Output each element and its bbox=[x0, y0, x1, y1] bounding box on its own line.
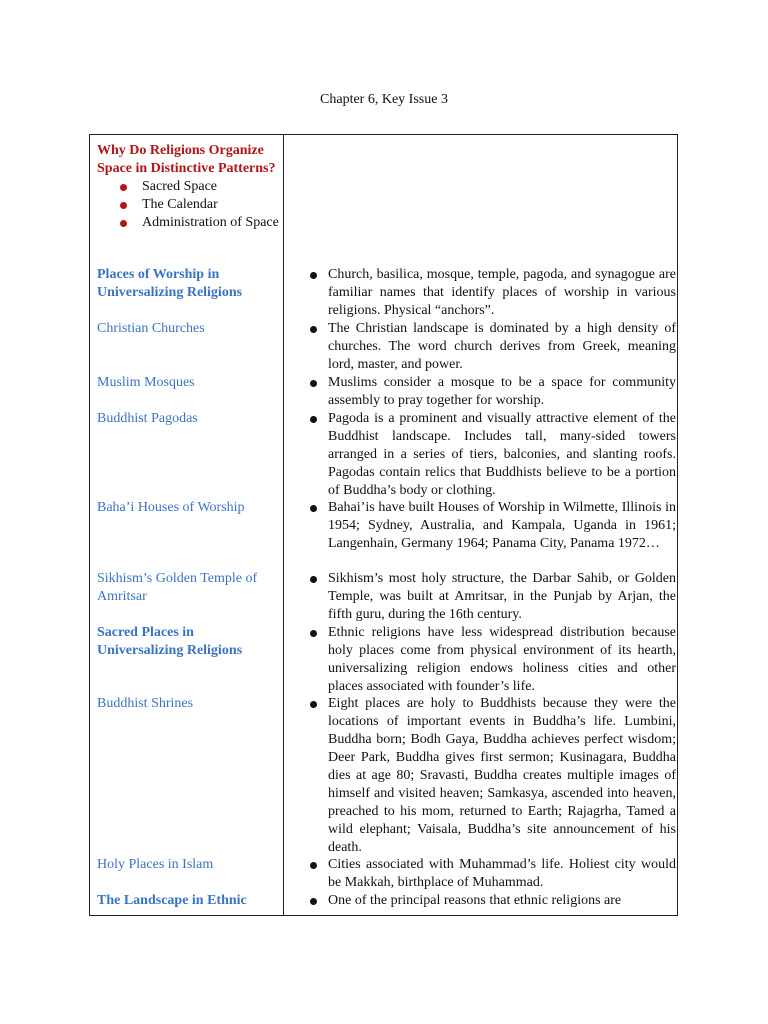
row-label-bold: The Landscape in Ethnic bbox=[97, 893, 247, 908]
bullet-icon bbox=[310, 862, 317, 869]
page-title: Chapter 6, Key Issue 3 bbox=[320, 92, 448, 107]
intro-cell bbox=[97, 142, 279, 232]
row-text: Eight places are holy to Buddhists because they were the locations of important events in Buddha’s life. Lumbini, Buddha born; Bodh Gaya, Buddha achieves perfect wisdom; Deer Park, Buddha gives first sermon; Kusinagara, Buddha dies at age 80; Sravasti, Buddha creates multiple images of himself and visited heaven; Samkasya, ascended into heaven, preached to his mom, returned to Earth; Rajagrha, Tamed a wild elephant; Vaisala, Buddha’s site announcement of his death. bbox=[290, 695, 676, 857]
row-label: Baha’i Houses of Worship bbox=[97, 500, 245, 515]
intro-item: Administration of Space bbox=[97, 214, 279, 232]
bullet-icon bbox=[310, 416, 317, 423]
row-label-bold: Sacred Places in Universalizing Religions bbox=[97, 625, 243, 658]
row-label: Buddhist Pagodas bbox=[97, 411, 198, 426]
row-label-bold: Places of Worship in Universalizing Religions bbox=[97, 267, 243, 300]
intro-heading: Why Do Religions Organize Space in Distinctive Patterns? bbox=[97, 143, 276, 176]
row-text: Muslims consider a mosque to be a space for community assembly to pray together for worship. bbox=[290, 374, 676, 410]
bullet-icon bbox=[120, 202, 127, 209]
row-text: The Christian landscape is dominated by a high density of churches. The word church derives from Greek, meaning lord, master, and power. bbox=[290, 320, 676, 374]
row-label: Christian Churches bbox=[97, 321, 205, 336]
bullet-icon bbox=[310, 898, 317, 905]
bullet-icon bbox=[310, 701, 317, 708]
row-text: Bahai’is have built Houses of Worship in Wilmette, Illinois in 1954; Sydney, Australia, and Kampala, Uganda in 1961; Langenhain, Germany 1964; Panama City, Panama 1972… bbox=[290, 499, 676, 553]
bullet-icon bbox=[310, 576, 317, 583]
bullet-icon bbox=[310, 326, 317, 333]
row-label: Muslim Mosques bbox=[97, 375, 195, 390]
row-text: Ethnic religions have less widespread distribution because holy places come from physical environment of its hearth, universalizing religion endows holiness cities and other places associated with founder’s life. bbox=[290, 624, 676, 696]
notes-table bbox=[89, 134, 678, 916]
row-text: Cities associated with Muhammad’s life. Holiest city would be Makkah, birthplace of Muhammad. bbox=[290, 856, 676, 892]
intro-item: Sacred Space bbox=[97, 178, 279, 196]
bullet-icon bbox=[310, 272, 317, 279]
intro-list bbox=[97, 178, 279, 232]
row-label: Buddhist Shrines bbox=[97, 696, 194, 711]
row-label: Holy Places in Islam bbox=[97, 857, 214, 872]
row-text: Sikhism’s most holy structure, the Darbar Sahib, or Golden Temple, was built at Amritsar, in the Punjab by Arjan, the fifth guru, during the 16th century. bbox=[290, 570, 676, 624]
column-divider bbox=[283, 135, 284, 915]
row-text: Pagoda is a prominent and visually attractive element of the Buddhist landscape. Includes tall, many-sided towers arranged in a series of tiers, balconies, and slanting roofs. Pagodas contain relics that Buddhists believe to be a portion of Buddha’s body or clothing. bbox=[290, 410, 676, 500]
bullet-icon bbox=[120, 220, 127, 227]
intro-item: The Calendar bbox=[97, 196, 279, 214]
bullet-icon bbox=[310, 505, 317, 512]
row-label: Sikhism’s Golden Temple of Amritsar bbox=[97, 571, 258, 604]
bullet-icon bbox=[310, 630, 317, 637]
bullet-icon bbox=[310, 380, 317, 387]
row-text: Church, basilica, mosque, temple, pagoda, and synagogue are familiar names that identify places of worship in various religions. Physical “anchors”. bbox=[290, 266, 676, 320]
row-text: One of the principal reasons that ethnic religions are bbox=[290, 892, 676, 910]
bullet-icon bbox=[120, 184, 127, 191]
